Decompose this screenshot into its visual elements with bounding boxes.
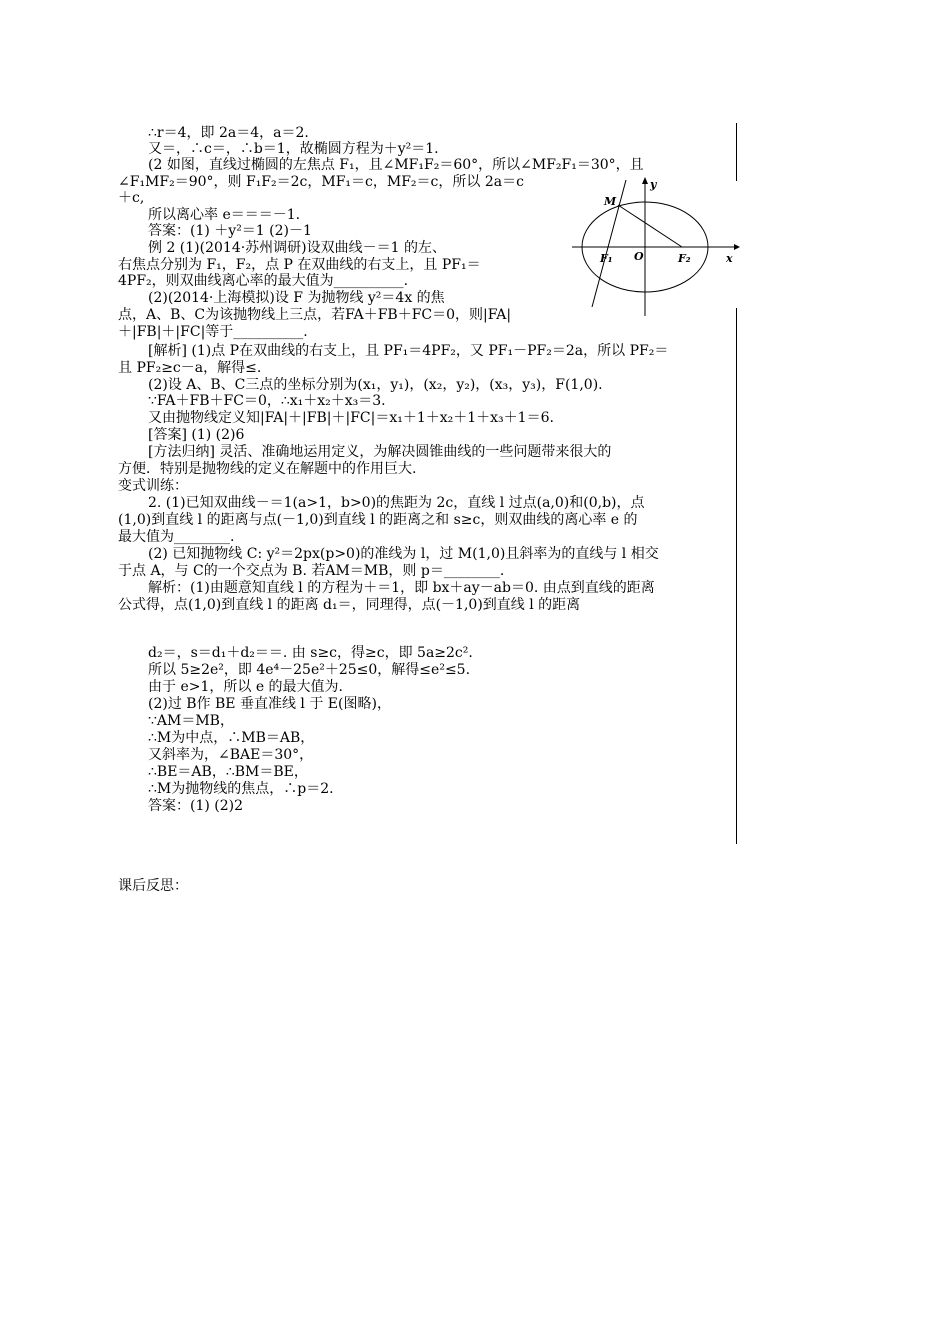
text-line: 所以离心率 e＝＝＝－1.: [148, 207, 301, 223]
text-line: 解析：(1)由题意知直线 l 的方程为＋＝1，即 bx＋ay－ab＝0. 由点到直线的距离: [148, 580, 655, 596]
text-line: ∵AM＝MB，: [148, 713, 234, 729]
text-line: 于点 A，与 C的一个交点为 B. 若AM＝MB，则 p＝________.: [118, 563, 505, 579]
text-line: (2) 已知抛物线 C: y²＝2px(p>0)的准线为 l，过 M(1,0)且斜率为的直线与 l 相交: [148, 546, 659, 562]
text-line: 例 2 (1)(2014·苏州调研)设双曲线－＝1 的左、: [148, 240, 446, 256]
text-line: 变式训练：: [118, 478, 188, 494]
text-line: 4PF₂，则双曲线离心率的最大值为__________.: [118, 273, 409, 289]
text-line: 又由抛物线定义知|FA|＋|FB|＋|FC|＝x₁＋1＋x₂＋1＋x₃＋1＝6.: [148, 410, 554, 426]
ellipse-figure: [570, 172, 740, 321]
text-line: 答案：(1) ＋y²＝1 (2)－1: [148, 223, 312, 239]
label-y: y: [650, 178, 657, 191]
label-m: M: [604, 195, 617, 208]
text-line: (1,0)到直线 l 的距离与点(－1,0)到直线 l 的距离之和 s≥c，则双曲线的离心率 e 的: [118, 512, 638, 528]
text-line: d₂＝，s＝d₁＋d₂＝＝. 由 s≥c，得≥c，即 5a≥2c².: [148, 645, 473, 661]
text-line: 所以 5≥2e²，即 4e⁴－25e²＋25≤0，解得≤e²≤5.: [148, 662, 471, 678]
text-line: 又斜率为，∠BAE＝30°，: [148, 747, 314, 763]
label-x: x: [726, 252, 733, 265]
text-line: ∴M为中点，∴MB＝AB，: [148, 730, 315, 746]
text-line: ∠F₁MF₂＝90°，则 F₁F₂＝2c，MF₁＝c，MF₂＝c，所以 2a＝c: [118, 174, 524, 190]
text-line: (2)(2014·上海模拟)设 F 为抛物线 y²＝4x 的焦: [148, 290, 445, 306]
text-line: [方法归纳] 灵活、准确地运用定义，为解决圆锥曲线的一些问题带来很大的: [148, 444, 612, 460]
x-axis-arrow: [734, 244, 740, 250]
text-line: (2)设 A、B、C三点的坐标分别为(x₁，y₁)，(x₂，y₂)，(x₃，y₃)，F(1,0).: [148, 377, 603, 393]
text-line: ＋|FB|＋|FC|等于__________.: [118, 324, 308, 340]
segment-mf2: [618, 205, 682, 247]
text-line: ∵FA＋FB＋FC＝0，∴x₁＋x₂＋x₃＝3.: [148, 393, 386, 409]
text-line: (2)过 B作 BE 垂直准线 l 于 E(图略)，: [148, 696, 391, 712]
label-f1: F₁: [600, 252, 613, 265]
text-line: 由于 e>1，所以 e 的最大值为.: [148, 679, 344, 695]
text-line: ∴M为抛物线的焦点，∴p＝2.: [148, 781, 334, 797]
text-line: 公式得，点(1,0)到直线 l 的距离 d₁＝，同理得，点(－1,0)到直线 l 的距离: [118, 597, 581, 613]
text-line: ＋c,: [118, 190, 145, 206]
text-line: [解析] (1)点 P在双曲线的右支上，且 PF₁＝4PF₂，又 PF₁－PF₂＝2a，所以 PF₂＝: [148, 343, 669, 359]
text-line: 方便．特别是抛物线的定义在解题中的作用巨大.: [118, 461, 417, 477]
text-line: 课后反思：: [118, 878, 188, 894]
text-line: [答案] (1) (2)6: [148, 427, 245, 443]
text-line: 右焦点分别为 F₁，F₂，点 P 在双曲线的右支上，且 PF₁＝: [118, 257, 481, 273]
text-line: 答案：(1) (2)2: [148, 798, 244, 814]
text-line: 且 PF₂≥c－a，解得≤.: [118, 360, 262, 376]
text-line: 又＝，∴c＝，∴b＝1，故椭圆方程为＋y²＝1.: [148, 141, 439, 157]
text-line: ∴BE＝AB，∴BM＝BE，: [148, 764, 308, 780]
label-f2: F₂: [678, 252, 691, 265]
text-line: 最大值为________.: [118, 529, 235, 545]
text-line: (2 如图，直线过椭圆的左焦点 F₁，且∠MF₁F₂＝60°，所以∠MF₂F₁＝30°，且: [148, 157, 644, 173]
ellipse-diagram: [570, 172, 740, 317]
text-line: 2. (1)已知双曲线－＝1(a>1，b>0)的焦距为 2c，直线 l 过点(a,0)和(0,b)，点: [148, 495, 645, 511]
text-line: 点，A、B、C为该抛物线上三点，若FA＋FB＋FC＝0，则|FA|: [118, 307, 512, 323]
y-axis-arrow: [642, 177, 648, 184]
label-o: O: [634, 250, 644, 263]
text-line: ∴r＝4，即 2a＝4，a＝2.: [148, 125, 309, 141]
margin-rule-bottom: [736, 308, 737, 844]
